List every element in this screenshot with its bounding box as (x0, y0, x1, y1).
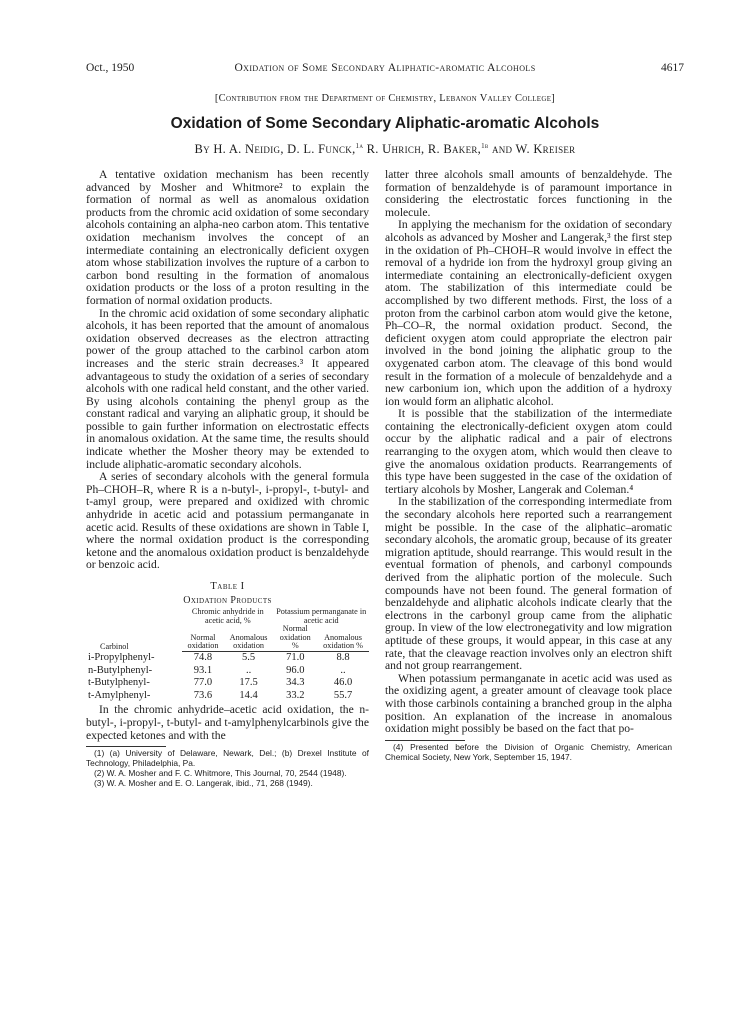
paragraph: latter three alcohols small amounts of benzaldehyde. The formation of benzaldehyde is of paramount importance in considering the electrostatic forces functioning in the molecule. (385, 168, 672, 219)
footnote-rule (385, 740, 465, 741)
author-note-1b: 1b (481, 142, 489, 150)
cell-value: 34.3 (286, 677, 305, 689)
cell-value: 55.7 (333, 689, 353, 701)
page-number: 4617 (661, 62, 684, 74)
column-group-chromic: Chromic anhydride in acetic acid, % (191, 607, 264, 625)
column-header-anomalous-2: Anomalous oxidation % (317, 625, 369, 651)
carbinol-name: i-Propylphenyl- (88, 651, 155, 663)
authors-first: By H. A. Neidig, D. L. Funck, (194, 142, 356, 157)
cell-value: .. (340, 664, 346, 676)
running-head-title: Oxidation of Some Secondary Aliphatic-aromatic Alcohols (234, 62, 536, 74)
cell-value: 96.0 (286, 664, 305, 676)
carbinol-name: t-Butylphenyl- (88, 677, 150, 689)
left-column (86, 169, 369, 788)
carbinol-name: t-Amylphenyl- (88, 689, 151, 701)
cell-value: 17.5 (239, 677, 258, 689)
table-row (86, 677, 369, 690)
table-oxidation-products (86, 582, 369, 702)
paragraph: When potassium permanganate in acetic acid was used as the oxidizing agent, a greater amount of cleavage took place with those carbinols containing a branched group in the alpha position. An explanation of the increase in anomalous oxidation might possibly be based on the fact that po- (385, 671, 672, 736)
paragraph: A series of secondary alcohols with the general formula Ph–CHOH–R, where R is a n-butyl-, i-propyl-, t-butyl- and t-amyl group, were prepared and oxidized with chromic anhydride in acetic acid and potassium permanganate in acetic acid. Results of these oxidations are shown in Table I, where the normal oxidation product is the corresponding ketone and the anomalous oxidation product is benzaldehyde or benzoic acid. (86, 470, 369, 572)
table-row (86, 651, 369, 664)
cell-value: .. (245, 664, 252, 676)
column-group-permanganate: Potassium permanganate in acetic acid (276, 607, 367, 625)
data-table (86, 608, 369, 702)
paragraph: In the stabilization of the corresponding intermediate from the secondary alcohols here reported such a rearrangement might be possible. In the case of the aliphatic–aromatic secondary alcohols, the aromatic group, because of its greater migration aptitude, should rearrange. This would result in the eventual formation of phenols, and carbonyl compounds derived from the aliphatic portion of the molecule. Such compounds have not been found. The general formation of benzaldehyde and aliphatic alcohols indicate clearly that the electrons in the carbonyl group came from the aliphatic group. In view of the low electronegativity and low migration aptitude of these groups, it would appear, in this case at any rate, that the cleavage reaction involves only an electron shift and not group rearrangement. (385, 495, 672, 673)
running-head (86, 62, 684, 78)
cell-value: 73.6 (193, 689, 213, 701)
cell-value: 71.0 (286, 651, 305, 663)
footnote-rule (86, 746, 166, 747)
cell-value: 93.1 (193, 664, 213, 676)
paragraph: A tentative oxidation mechanism has been recently advanced by Mosher and Whitmore² to explain the formation of normal as well as anomalous oxidation products from the chromic acid oxidation of some secondary alcohols containing an alpha-neo carbon atom. This tentative oxidation mechanism involves the concept of an intermediate containing an electronically deficient oxygen atom whose stabilization involves the rupture of a carbon to carbon bond resulting in the formation of anomalous oxidation products or the loss of a proton resulting in the formation of normal oxidation products. (86, 168, 369, 307)
table-subcaption: Oxidation Products (183, 594, 272, 606)
paragraph: In the chromic anhydride–acetic acid oxidation, the n-butyl-, i-propyl-, t-butyl- and t-amylphenylcarbinols give the expected ketones and with the (86, 703, 369, 742)
paragraph: In the chromic acid oxidation of some secondary aliphatic alcohols, it has been reported that the amount of anomalous oxidation observed decreases as the electron attracting power of the group attached to the carbinol carbon atom increases and the steric strain decreases.³ It appeared advantageous to study the oxidation of a series of secondary alcohols with one radical held constant, and the other varied. By using alcohols containing the phenyl group as the constant radical and varying an aliphatic group, it should be possible to gain further information on electrostatic effects in anomalous oxidation. At the same time, the results should indicate whether the Mosher theory may be extended to include aliphatic-aromatic secondary alcohols. (86, 306, 369, 471)
column-header-carbinol: Carbinol (100, 641, 129, 651)
footnote: (1) (a) University of Delaware, Newark, Del.; (b) Drexel Institute of Technology, Philadelphia, Pa. (86, 748, 369, 768)
running-head-date: Oct., 1950 (86, 62, 135, 74)
paragraph: In applying the mechanism for the oxidation of secondary alcohols as advanced by Mosher and Langerak,³ the first step in the oxidation of Ph–CHOH–R would involve in effect the removal of a hydride ion from the hydroxyl group giving an intermediate containing an electronically-deficient oxygen atom. The stabilization of this intermediate could be accomplished by two different methods. First, the loss of a proton from the carbinol carbon atom would give the ketone, Ph–CO–R, the normal oxidation product. Second, the deficient oxygen atom could appropriate the electron pair involved in the bond joining the aliphatic group to the oxygenated carbon atom. The cleavage of this bond would result in the formation of a molecule of benzaldehyde and a new carbonium ion, which upon the addition of a hydroxy ion would form an aliphatic alcohol. (385, 218, 672, 408)
footnote: (4) Presented before the Division of Organic Chemistry, American Chemical Society, New York, September 15, 1947. (385, 741, 672, 762)
right-column (385, 169, 672, 762)
carbinol-name: n-Butylphenyl- (88, 664, 153, 676)
author-line (86, 142, 684, 157)
cell-value: 14.4 (239, 689, 258, 701)
footnotes-right (385, 743, 672, 763)
footnote: (2) W. A. Mosher and F. C. Whitmore, This Journal, 70, 2544 (1948). (94, 767, 347, 778)
column-header-normal-1: Normal oxidation (182, 625, 223, 651)
cell-value: 77.0 (193, 677, 213, 689)
contribution-line: [Contribution from the Department of Chemistry, Lebanon Valley College] (214, 93, 556, 104)
author-note-1a: 1a (355, 142, 364, 150)
table-row (86, 690, 369, 703)
table-row (86, 665, 369, 678)
cell-value: 74.8 (193, 651, 213, 663)
cell-value: 33.2 (286, 689, 305, 701)
footnotes-left (86, 749, 369, 788)
authors-last: and W. Kreiser (488, 142, 576, 157)
cell-value: 46.0 (333, 677, 353, 689)
cell-value: 8.8 (336, 651, 350, 663)
article-title: Oxidation of Some Secondary Aliphatic-aromatic Alcohols (170, 115, 600, 132)
column-header-normal-2: Normal oxidation % (273, 625, 317, 651)
paragraph: It is possible that the stabilization of the intermediate containing the electronically-deficient oxygen atom could occur by the aliphatic radical and a pair of electrons rearranging to the oxygen atom, which would then cleave to give the anomalous oxidation products. Rearrangements of this type have been suggested in the case of the oxidation of tertiary alcohols by Mosher, Langerak and Coleman.⁴ (385, 407, 672, 496)
table-caption: Table I (210, 581, 245, 592)
cell-value: 5.5 (242, 651, 256, 663)
footnote: (3) W. A. Mosher and E. O. Langerak, ibid., 71, 268 (1949). (94, 777, 313, 788)
authors-middle: R. Uhrich, R. Baker, (363, 142, 482, 157)
column-header-anomalous-1: Anomalous oxidation (224, 625, 274, 651)
